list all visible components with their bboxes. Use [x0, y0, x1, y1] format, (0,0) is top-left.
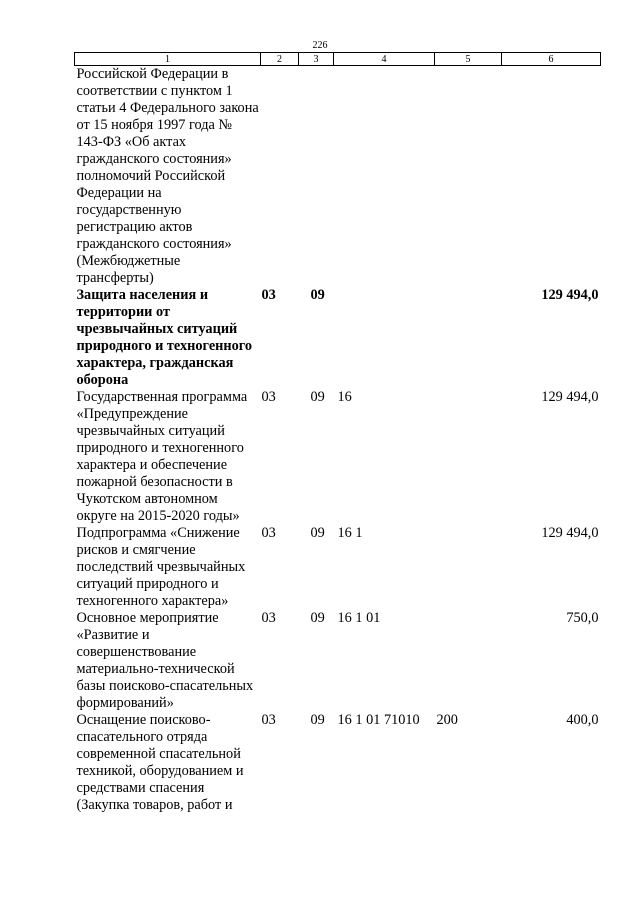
- table-row: [75, 287, 601, 389]
- row-subsection: 09: [310, 389, 325, 405]
- header-col-subsection: 3: [299, 53, 334, 66]
- row-article: [334, 66, 435, 288]
- row-section: 03: [261, 287, 276, 303]
- row-name: Российской Федерации в соответствии с пунктом 1 статьи 4 Федерального закона от 15 ноября 1997 года № 143-ФЗ «Об актах гражданского состояния» полномочий Российской Федерации на государственную регистрацию актов гражданского состояния» (Межбюджетные трансферты): [76, 66, 259, 286]
- header-col-article: 4: [334, 53, 435, 66]
- row-sum: 129 494,0: [541, 389, 599, 405]
- table-row: [75, 610, 601, 712]
- row-article: 16 1: [337, 525, 363, 541]
- row-name: Подпрограмма «Снижение рисков и смягчение последствий чрезвычайных ситуаций природного и техногенного характера»: [76, 525, 246, 609]
- table-row: [75, 525, 601, 610]
- page-number: 226: [312, 40, 328, 51]
- row-subsection: 09: [310, 712, 325, 728]
- row-subsection: [299, 66, 334, 288]
- header-col-sum: 6: [502, 53, 601, 66]
- row-article: 16 1 01: [337, 610, 381, 626]
- row-section: 03: [261, 610, 276, 626]
- header-col-name: 1: [75, 53, 261, 66]
- row-name: Защита населения и территории от чрезвычайных ситуаций природного и техногенного характера, гражданская оборона: [76, 287, 253, 388]
- row-expense-type: [435, 389, 502, 525]
- row-article: [334, 287, 435, 389]
- row-expense-type: [435, 610, 502, 712]
- table-row: [75, 66, 601, 288]
- row-subsection: 09: [310, 525, 325, 541]
- row-sum: 129 494,0: [541, 287, 599, 303]
- row-subsection: 09: [310, 610, 325, 626]
- header-col-section: 2: [261, 53, 299, 66]
- row-name: Основное мероприятие «Развитие и совершенствование материально-технической базы поисково-спасательных формирований»: [76, 610, 254, 711]
- row-sum: 400,0: [566, 712, 599, 728]
- row-subsection: 09: [310, 287, 325, 303]
- row-section: 03: [261, 712, 276, 728]
- budget-table: [74, 52, 601, 814]
- row-article: 16: [337, 389, 352, 405]
- header-col-type: 5: [435, 53, 502, 66]
- row-section: 03: [261, 525, 276, 541]
- row-sum: [502, 66, 601, 288]
- row-section: 03: [261, 389, 276, 405]
- row-name: Оснащение поисково-спасательного отряда современной спасательной техникой, оборудованием и средствами спасения (Закупка товаров, работ и: [76, 712, 244, 813]
- row-sum: 129 494,0: [541, 525, 599, 541]
- table-header-row: [75, 53, 601, 66]
- table-row: [75, 389, 601, 525]
- row-expense-type: 200: [436, 712, 458, 728]
- row-article: 16 1 01 71010: [337, 712, 420, 728]
- row-expense-type: [435, 66, 502, 288]
- table-row: [75, 712, 601, 814]
- row-section: [261, 66, 299, 288]
- row-name: Государственная программа «Предупреждение чрезвычайных ситуаций природного и техногенного характера и обеспечение пожарной безопасности в Чукотском автономном округе на 2015-2020 годы»: [76, 389, 248, 524]
- row-sum: 750,0: [566, 610, 599, 626]
- row-expense-type: [435, 287, 502, 389]
- row-expense-type: [435, 525, 502, 610]
